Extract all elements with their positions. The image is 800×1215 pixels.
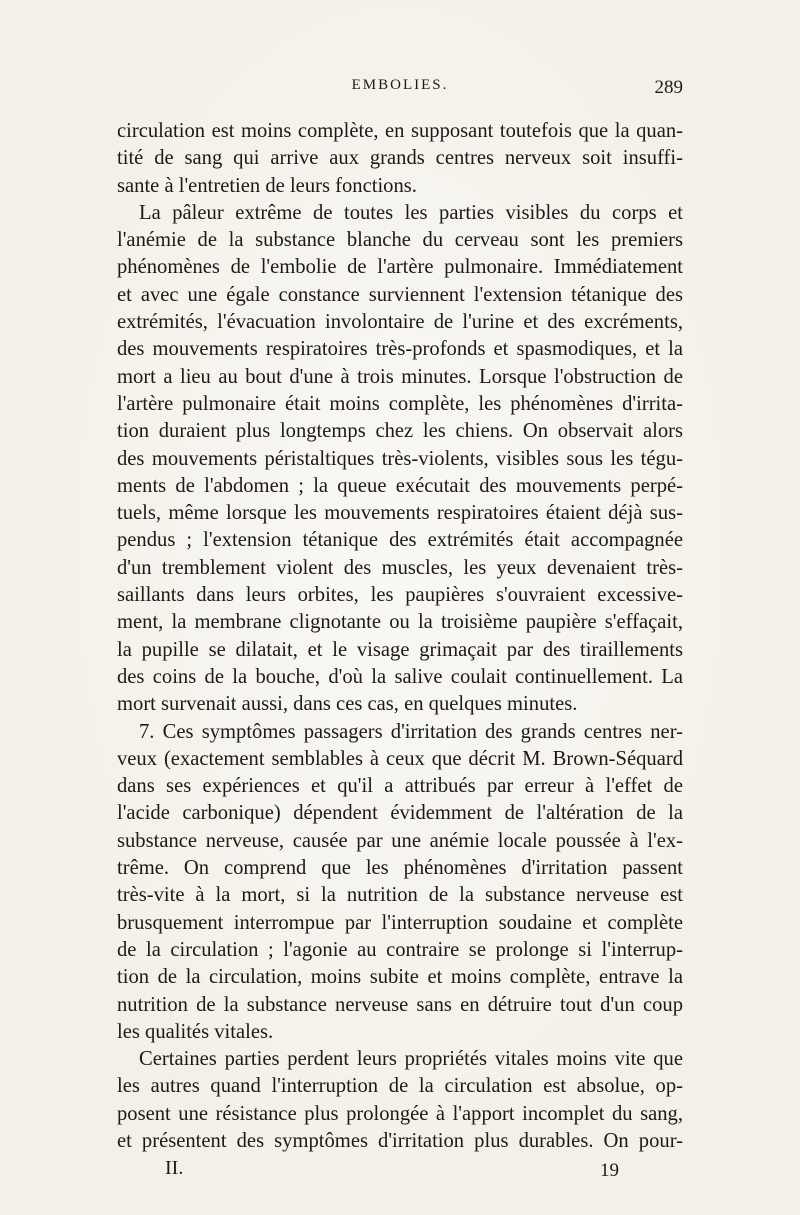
sheet-number: 19 [600, 1160, 619, 1181]
body-text [117, 118, 683, 1155]
running-title: EMBOLIES. [351, 77, 449, 93]
text-line: ment, la membrane clignotante ou la troisième paupière s'effaçait, [117, 611, 683, 634]
text-line: et avec une égale constance surviennent l'extension tétanique des [117, 283, 683, 306]
text-line: tion duraient plus longtemps chez les chiens. On observait alors [117, 420, 683, 443]
text-line: veux (exactement semblables à ceux que décrit M. Brown-Séquard [117, 747, 683, 770]
text-line: la pupille se dilatait, et le visage grimaçait par des tiraillements [117, 638, 683, 661]
text-line: mort a lieu au bout d'une à trois minutes. Lorsque l'obstruction de [117, 365, 683, 388]
text-line: posent une résistance plus prolongée à l'apport incomplet du sang, [117, 1102, 683, 1125]
text-line: circulation est moins complète, en supposant toutefois que la quan- [117, 120, 683, 142]
text-line: sante à l'entretien de leurs fonctions. [117, 174, 417, 197]
text-line: pendus ; l'extension tétanique des extrémités était accompagnée [117, 529, 683, 552]
text-line: tuels, même lorsque les mouvements respiratoires étaient déjà sus- [117, 502, 683, 525]
text-line: les qualités vitales. [117, 1020, 274, 1043]
text-line: nutrition de la substance nerveuse sans en détruire tout d'un coup [117, 993, 683, 1016]
text-line: très-vite à la mort, si la nutrition de la substance nerveuse est [117, 884, 683, 907]
text-line: substance nerveuse, causée par une anémie locale poussée à l'ex- [117, 829, 683, 852]
text-line: trême. On comprend que les phénomènes d'irritation passent [117, 857, 683, 880]
text-line: phénomènes de l'embolie de l'artère pulmonaire. Immédiatement [117, 256, 683, 279]
text-line: l'artère pulmonaire était moins complète, les phénomènes d'irrita- [117, 392, 683, 415]
text-line: saillants dans leurs orbites, les paupières s'ouvraient excessive- [117, 584, 683, 607]
text-line: des mouvements respiratoires très-profonds et spasmodiques, et la [117, 338, 683, 361]
text-line: les autres quand l'interruption de la circulation est absolue, op- [117, 1075, 683, 1098]
text-line: 7. Ces symptômes passagers d'irritation des grands centres ner- [139, 720, 683, 743]
text-line: l'anémie de la substance blanche du cerveau sont les premiers [117, 229, 683, 252]
text-line: tité de sang qui arrive aux grands centres nerveux soit insuffi- [117, 147, 683, 170]
text-line: l'acide carbonique) dépendent évidemment de l'altération de la [117, 802, 683, 825]
text-line: des coins de la bouche, d'où la salive coulait continuellement. La [117, 665, 683, 688]
text-line: de la circulation ; l'agonie au contraire se prolonge si l'interrup- [117, 938, 683, 961]
text-line: mort survenait aussi, dans ces cas, en quelques minutes. [117, 693, 578, 716]
text-line: La pâleur extrême de toutes les parties visibles du corps et [139, 201, 683, 224]
signature-mark: II. [165, 1157, 184, 1179]
text-line: dans ses expériences et qu'il a attribués par erreur à l'effet de [117, 775, 683, 798]
text-line: tion de la circulation, moins subite et moins complète, entrave la [117, 966, 683, 989]
text-line: extrémités, l'évacuation involontaire de l'urine et des excréments, [117, 311, 683, 334]
text-line: d'un tremblement violent des muscles, les yeux devenaient très- [117, 556, 683, 579]
text-line: brusquement interrompue par l'interruption soudaine et complète [117, 911, 683, 934]
text-line: Certaines parties perdent leurs propriétés vitales moins vite que [139, 1048, 683, 1071]
text-line: des mouvements péristaltiques très-violents, visibles sous les tégu- [117, 447, 683, 470]
text-line: ments de l'abdomen ; la queue exécutait des mouvements perpé- [117, 474, 683, 497]
page-number: 289 [654, 77, 683, 98]
text-line: et présentent des symptômes d'irritation plus durables. On pour- [117, 1129, 683, 1152]
running-head [117, 77, 683, 107]
